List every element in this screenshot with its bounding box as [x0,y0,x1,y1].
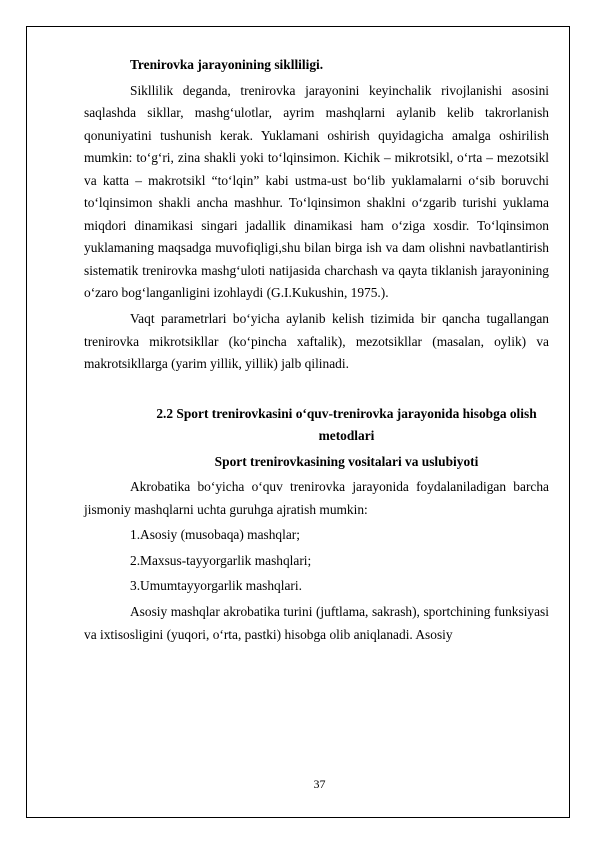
paragraph-cyclicity: Sikllilik deganda, trenirovka jarayonini keyinchalik rivojlanishi asosini saqlashda sikllar, mashg‘ulotlar, ayrim mashqlarni aylanib kelib takrorlanish qonuniyatini tushunish kerak. Yuklamani oshirish quyidagicha amalga oshirilish mumkin: to‘g‘ri, zina shakli yoki to‘lqinsimon. Kichik – mikrotsikl, o‘rta – mezotsikl va katta – makrotsikl “to‘lqin” kabi ustma-ust bo‘lib yuklamalarni o‘sib boruvchi to‘lqinsimon shakli ancha mashhur. To‘lqinsimon shaklni o‘zgarib turishi yuklama miqdori dinamikasi singari jadallik dinamikasi ham o‘ziga xosdir. To‘lqinsimon yuklamaning maqsadga muvofiqligi,shu bilan birga ish va dam olishni navbatlantirish sistematik trenirovka mashg‘uloti natijasida charchash va qayta tiklanish jarayonining o‘zaro bog‘langanligini izohlaydi (G.I.Kukushin, 1975.). [84,82,549,301]
paragraph-exercise-groups: Akrobatika bo‘yicha o‘quv trenirovka jarayonida foydalaniladigan barcha jismoniy mashqlarni uchta guruhga ajratish mumkin: [84,479,549,517]
list-item-special-exercises: 2.Maxsus-tayyorgarlik mashqlari; [130,552,312,568]
spacer [84,379,549,403]
section-title: 2.2 Sport trenirovkasini o‘quv-trenirovka jarayonida hisobga olish metodlari [156,405,537,444]
paragraph-main-exercises: Asosiy mashqlar akrobatika turini (juftlama, sakrash), sportchining funksiyasi va ixtisosligini (yuqori, o‘rta, pastki) hisobga olib aniqlanadi. Asosiy [84,604,549,642]
section-subtitle: Sport trenirovkasining vositalari va uslubiyoti [214,453,479,469]
page-number: 37 [313,777,326,791]
document-body [84,54,549,649]
paragraph-time-parameters: Vaqt parametrlari bo‘yicha aylanib kelish tizimida bir qancha tugallangan trenirovka mikrotsikllar (ko‘pincha xaftalik), mezotsikllar (masalan, oylik) va makrotsikllarga (yarim yillik, yillik) jalb qilinadi. [84,311,549,372]
list-item-main-exercises: 1.Asosiy (musobaqa) mashqlar; [130,527,300,543]
list-item-general-exercises: 3.Umumtayyorgarlik mashqlari. [130,578,302,594]
section-heading: Trenirovka jarayonining siklliligi. [130,57,324,72]
